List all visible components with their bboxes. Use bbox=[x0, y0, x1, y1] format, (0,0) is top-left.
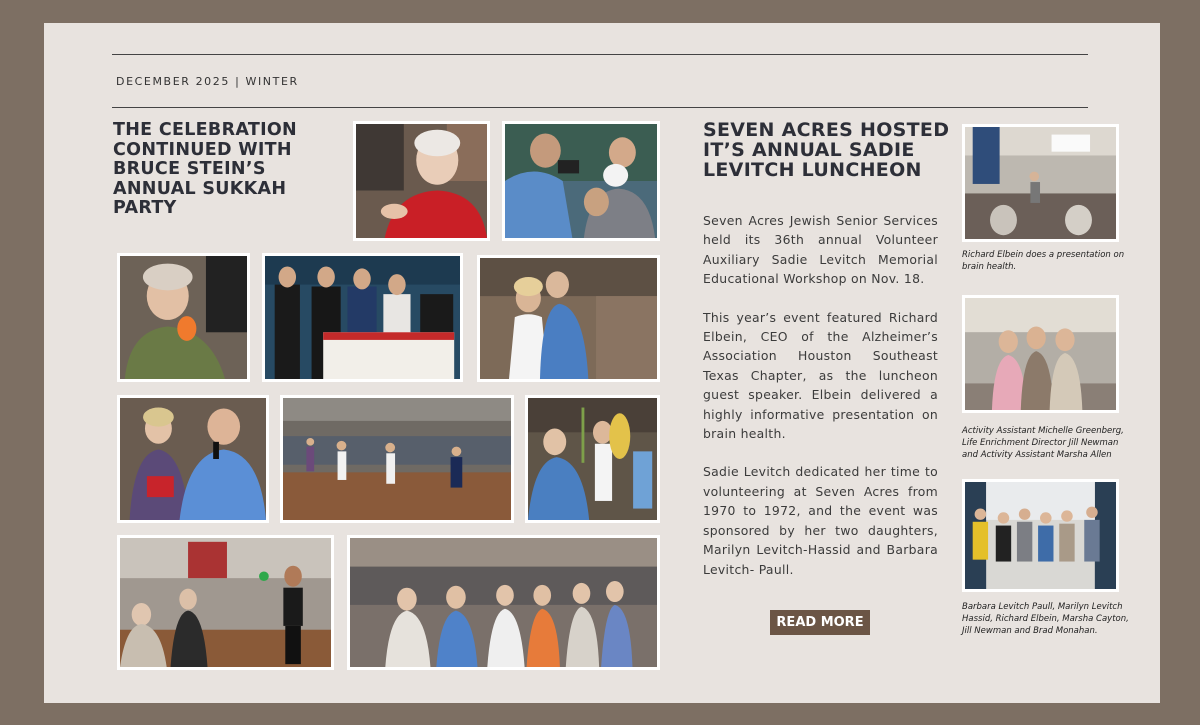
paragraph-1: Seven Acres Jewish Senior Services held its 36th annual Volunteer Auxiliary Sadie Levitch Memorial Educational Workshop on Nov. 18. bbox=[703, 213, 938, 287]
photo-man-singing bbox=[117, 395, 269, 523]
paragraph-3: Sadie Levitch dedicated her time to volunteering at Seven Acres from 1970 to 1972, and the event was sponsored by her two daughters, Marilyn Levitch-Hassid and Barbara Levitch- Paull. bbox=[703, 464, 938, 577]
caption-group-six: Barbara Levitch Paull, Marilyn Levitch Hassid, Richard Elbein, Marsha Cayton, Jill Newman and Brad Monahan. bbox=[962, 602, 1129, 636]
photo-three-women bbox=[962, 295, 1119, 413]
paragraph-2: This year’s event featured Richard Elbein, CEO of the Alzheimer’s Association Houston Southeast Texas Chapter, as the luncheon guest speaker. Elbein delivered a highly informative presentation on brain health. bbox=[703, 309, 938, 442]
photo-group-dancing bbox=[280, 395, 514, 523]
article-body bbox=[703, 211, 938, 598]
newsletter-page bbox=[44, 23, 1160, 703]
sukkah-party-headline: THE CELEBRATION CONTINUED WITH BRUCE STEIN’S ANNUAL SUKKAH PARTY bbox=[113, 120, 298, 218]
photo-photographer-dog bbox=[502, 121, 660, 241]
photo-woman-maraca bbox=[117, 253, 250, 382]
photo-woman-red-shirt bbox=[353, 121, 490, 241]
top-rule bbox=[112, 54, 1088, 55]
read-more-button[interactable]: READ MORE bbox=[770, 610, 870, 635]
sadie-levitch-headline: SEVEN ACRES HOSTED IT’S ANNUAL SADIE LEVITCH LUNCHEON bbox=[703, 119, 950, 181]
header-divider bbox=[112, 107, 1088, 108]
dateline: DECEMBER 2025 | WINTER bbox=[116, 75, 299, 88]
photo-group-six bbox=[962, 479, 1119, 592]
photo-couple-dancing bbox=[477, 255, 660, 382]
photo-band bbox=[262, 253, 463, 382]
photo-residents-lulav bbox=[525, 395, 660, 523]
caption-three-women: Activity Assistant Michelle Greenberg, Life Enrichment Director Jill Newman and Activity Assistant Marsha Allen bbox=[962, 426, 1124, 460]
photo-chair-exercise bbox=[117, 535, 334, 670]
photo-audience bbox=[347, 535, 660, 670]
caption-presentation: Richard Elbein does a presentation on brain health. bbox=[962, 250, 1125, 272]
photo-presentation bbox=[962, 124, 1119, 242]
